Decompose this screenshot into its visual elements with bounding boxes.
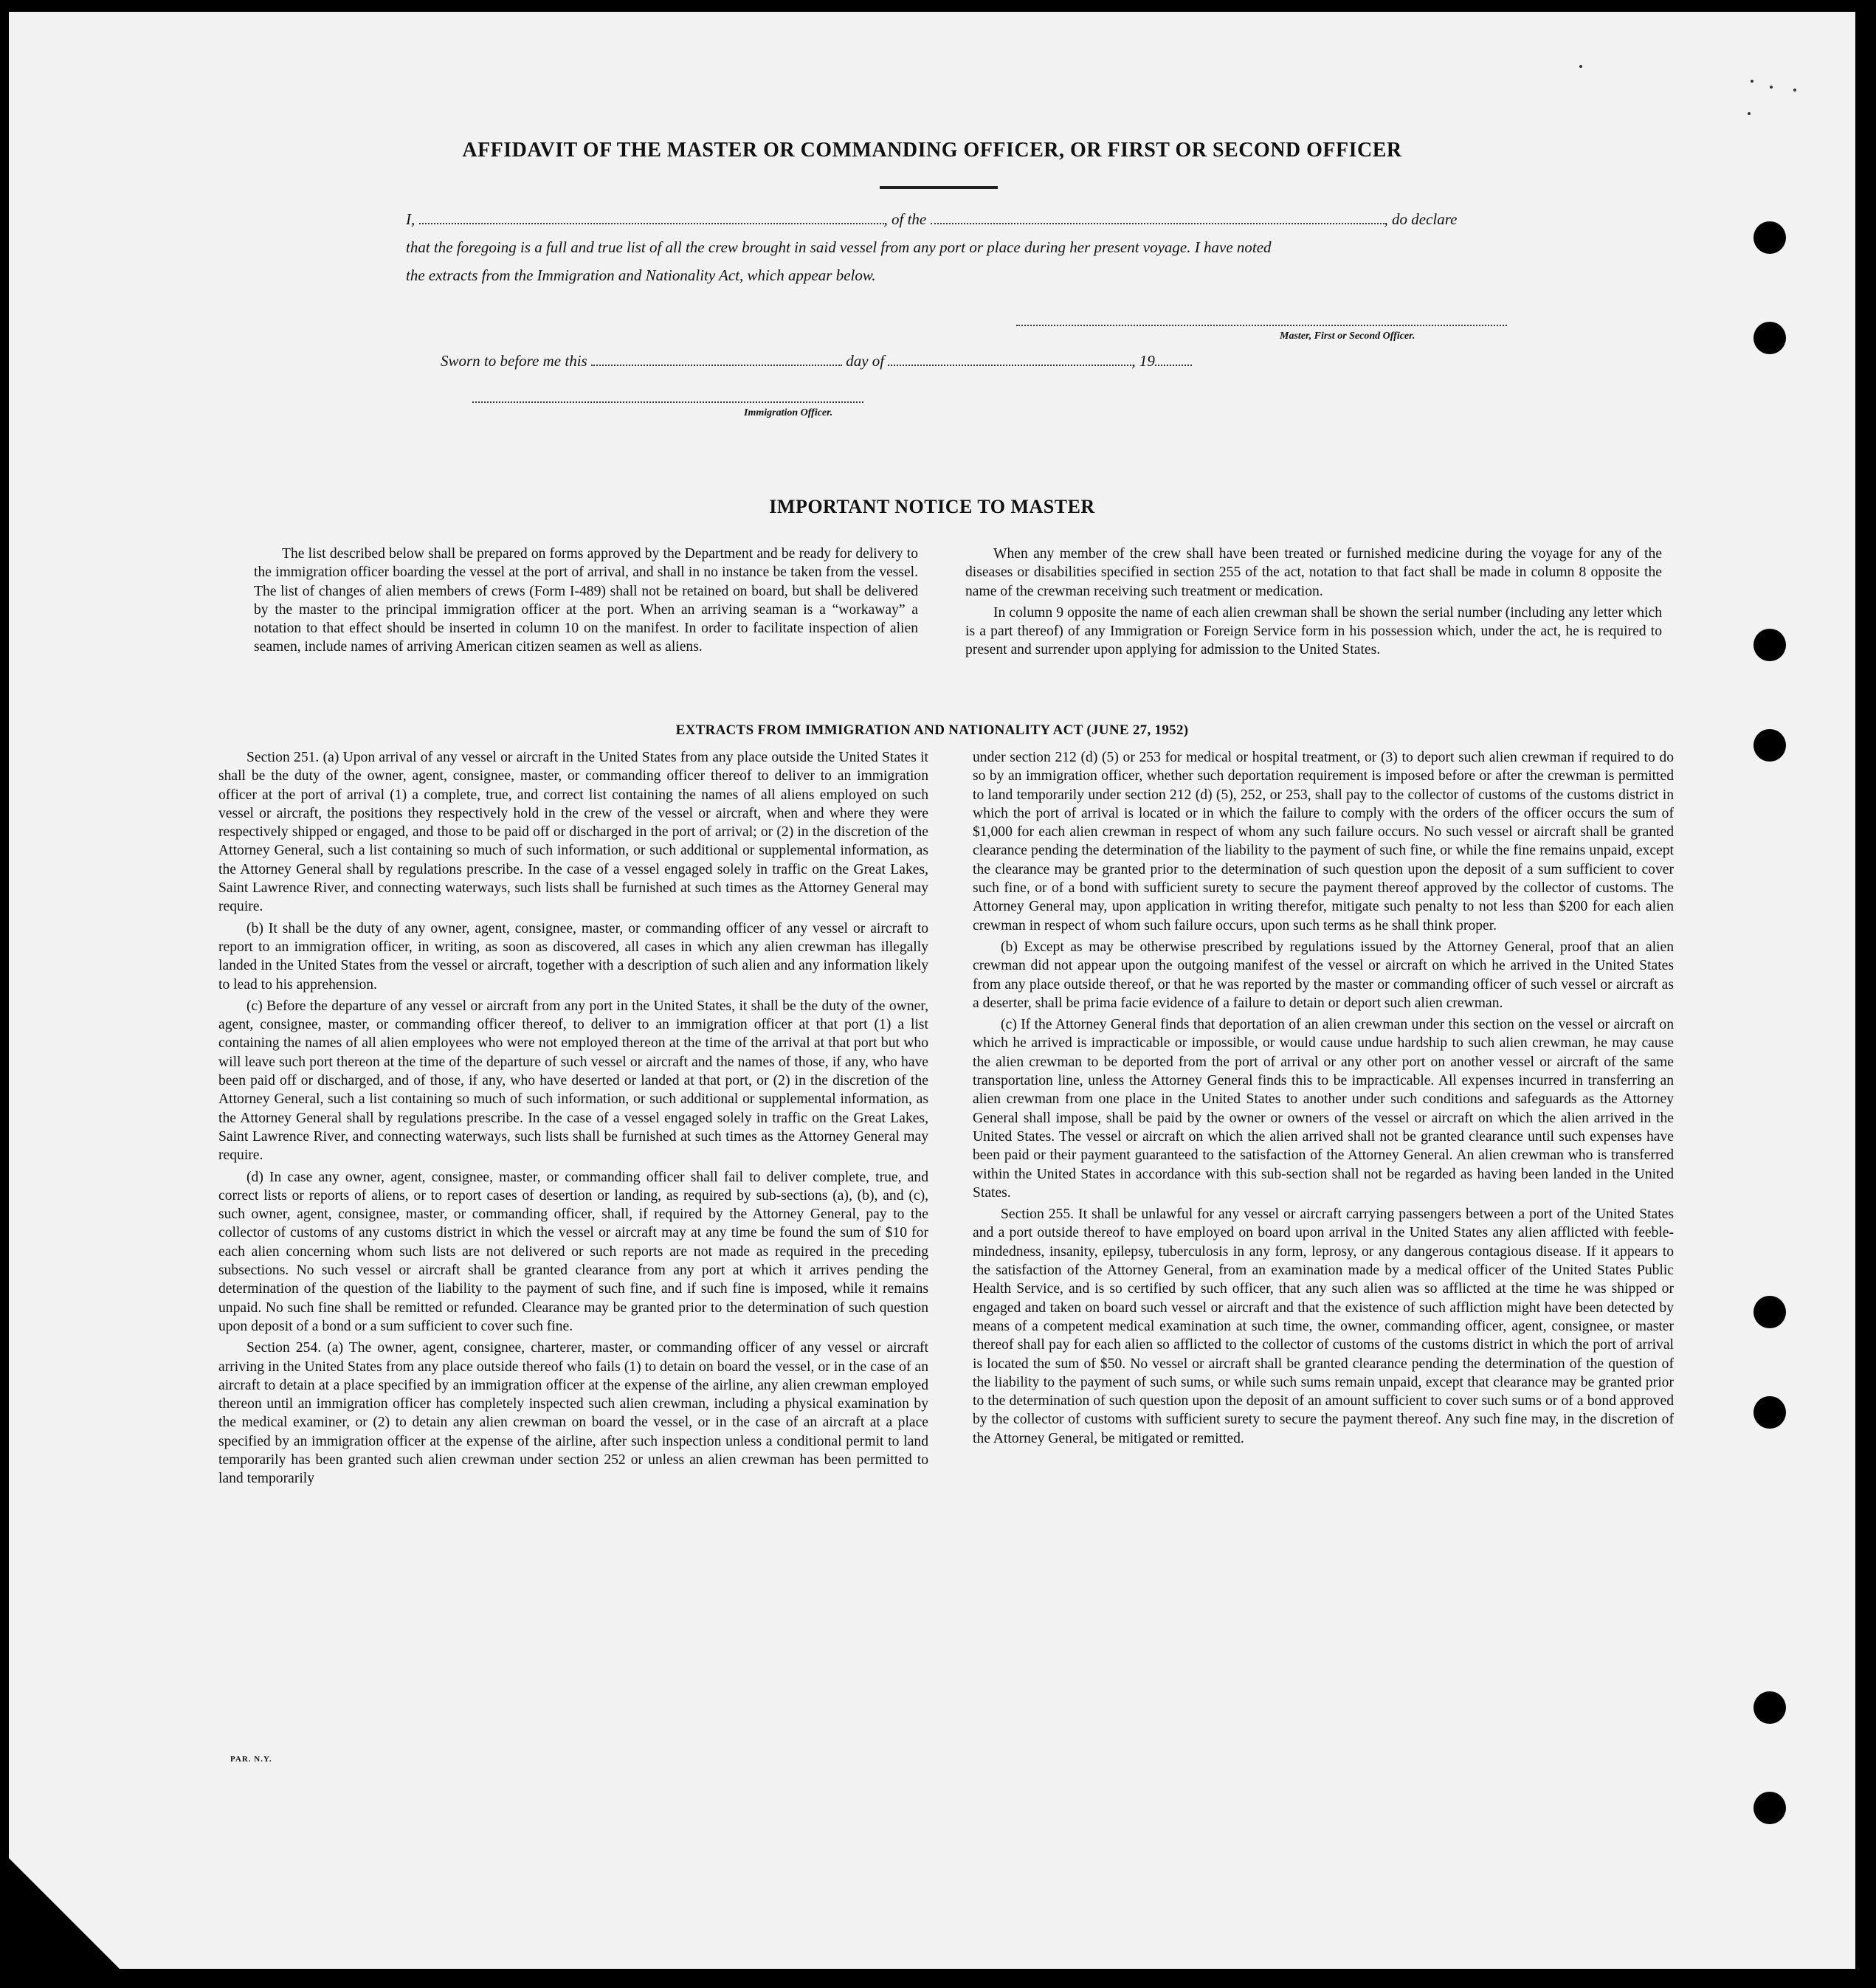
document-page	[9, 12, 1855, 1969]
punch-hole	[1753, 221, 1786, 254]
speck	[1748, 112, 1751, 115]
extract-paragraph: Section 254. (a) The owner, agent, consignee, charterer, master, or commanding officer of any vessel or aircraft arriving in the United States from any place outside thereof who fails (1) to detain on board the vessel, or in the case of an aircraft to detain at a place specified by an immigration officer at the expense of the airline, any alien crewman employed thereon until an immigration officer has completely inspected such alien crewman, including a physical examination by the medical examiner, or (2) to detain any alien crewman on board the vessel, or in the case of an aircraft at a place specified by an immigration officer at the expense of the airline, after such inspection unless a conditional permit to land temporarily has been granted such alien crewman under section 252 or unless an alien crewman has been permitted to land temporarily	[218, 1340, 928, 1487]
punch-hole	[1753, 1396, 1786, 1429]
notice-right-paragraph-2: In column 9 opposite the name of each alien crewman shall be shown the serial number (including any letter which is a part thereof) of any Immigration or Foreign Service form in his possession which, under the act, he is required to present and surrender upon applying for admission to the United States.	[965, 604, 1662, 658]
name-field[interactable]	[419, 211, 884, 224]
extracts-right-column	[973, 748, 1674, 1451]
sworn-month-field[interactable]	[888, 353, 1131, 366]
affidavit-line-3: the extracts from the Immigration and Nationality Act, which appear below.	[406, 266, 876, 284]
speck	[1770, 86, 1773, 89]
extract-paragraph: Section 255. It shall be unlawful for any vessel or aircraft carrying passengers between a port of the United States and a port outside thereof to have employed on board upon arrival in the United States any alien afflicted with feeble-mindedness, insanity, epilepsy, tuberculosis in any form, leprosy, or any dangerous contagious disease. If it appears to the satisfaction of the Attorney General, from an examination made by a medical officer of the United States Public Health Service, and is so certified by such officer, that any such alien was so afflicted at the time he was shipped or engaged and taken on board such vessel or aircraft and that the existence of such affliction might have been detected by means of a competent medical examination at such time, the owner, commanding officer, agent, consignee, or master thereof shall pay for each alien so afflicted to the collector of customs of the customs district in which the port of arrival is located the sum of $50. No vessel or aircraft shall be granted clearance pending the determination of the question of the liability to the payment of such sums, or while such sums remain unpaid, except that clearance may be granted prior to the determination of such question upon the deposit of an amount sufficient to cover such sums or of a bond approved by the collector of customs with sufficient surety to secure the payment thereof. Any such fine may, in the discretion of the Attorney General, be mitigated or remitted.	[973, 1207, 1674, 1446]
officer-signature-line[interactable]	[472, 401, 863, 403]
sworn-line	[441, 351, 1192, 370]
title-rule	[880, 186, 998, 189]
notice-right-column	[965, 545, 1662, 663]
extracts-left-column	[218, 748, 928, 1491]
punch-hole	[1753, 322, 1786, 354]
speck	[1751, 80, 1753, 83]
extract-paragraph: (d) In case any owner, agent, consignee, master, or commanding officer shall fail to deliver complete, true, and correct lists or reports of aliens, or to report cases of desertion or landing, as required by sub-sections (a), (b), and (c), such owner, agent, consignee, master, or commanding officer, shall, if required by the Attorney General, pay to the collector of customs of any customs district in which the vessel or aircraft may at any time be found the sum of $10 for each alien concerning whom such lists are not delivered or such reports are not made as required in the preceding subsections. No such vessel or aircraft shall be granted clearance from any port at which it arrives pending the determination of the question of the liability to the payment of such fine, and if such fine is imposed, while it remains unpaid. No such fine shall be remitted or refunded. Clearance may be granted prior to the determination of such question upon deposit of a bond or a sum sufficient to cover such fine.	[218, 1169, 928, 1334]
sworn-year-field[interactable]	[1155, 353, 1192, 366]
punch-hole	[1753, 1792, 1786, 1824]
extract-paragraph: (c) Before the departure of any vessel or aircraft from any port in the United States, it shall be the duty of the owner, agent, consignee, master, or commanding officer thereof, to deliver to an immigration officer at that port (1) a list containing the names of all alien employees who were not employed thereon at the time of the arrival at that port but who will leave such port thereon at the time of the departure of such vessel or aircraft and the names of those, if any, who have been paid off or discharged, and of those, if any, who have deserted or landed at that port, or (2) in the discretion of the Attorney General, such a list containing so much of such information, or such additional or supplemental information, as the Attorney General shall by regulations prescribe. In the case of a vessel engaged solely in traffic on the Great Lakes, Saint Lawrence River, and connecting waterways, such lists shall be furnished at such times as the Attorney General may require.	[218, 998, 928, 1164]
master-signature-label: Master, First or Second Officer.	[1280, 331, 1415, 342]
extract-paragraph: (c) If the Attorney General finds that deportation of an alien crewman under this section on the vessel or aircraft on which he arrived is impracticable or impossible, or would cause undue hardship to such alien crewman, he may cause the alien crewman to be deported from the port of arrival or any other port on another vessel or aircraft of the same transportation line, unless the Attorney General finds this to be impracticable. All expenses incurred in transferring an alien crewman from one place in the United States to another under such conditions and safeguards as the Attorney General shall impose, shall be paid by the owner or owners of the vessel or aircraft on which the alien arrived in the United States. The vessel or aircraft on which the alien arrived shall not be granted clearance until such expenses have been paid or their payment guaranteed to the satisfaction of the Attorney General. An alien crewman who is transferred within the United States in accordance with this sub-section shall not be regarded as having been landed in the United States.	[973, 1017, 1674, 1201]
sworn-label: Sworn to before me this	[441, 352, 587, 370]
notice-right-paragraph-1: When any member of the crew shall have been treated or furnished medicine during the voyage for any of the diseases or disabilities specified in section 255 of the act, notation to that fact shall be made in column 8 opposite the name of the crewman receiving such treatment or medication.	[965, 546, 1662, 599]
folded-corner	[9, 1858, 120, 1969]
punch-hole	[1753, 729, 1786, 762]
extracts-title: EXTRACTS FROM IMMIGRATION AND NATIONALITY ACT (JUNE 27, 1952)	[675, 722, 1189, 738]
extract-paragraph: (b) Except as may be otherwise prescribed by regulations issued by the Attorney General, proof that an alien crewman did not appear upon the outgoing manifest of the vessel or aircraft on which he arrived in the United States from any place outside thereof, or that he was reported by the master or commanding officer of such vessel or aircraft as a deserter, shall be prima facie evidence of a failure to detain or deport such alien crewman.	[973, 939, 1674, 1011]
year-label: , 19	[1131, 352, 1155, 370]
i-label: I,	[406, 210, 415, 228]
speck	[1579, 65, 1582, 68]
punch-hole	[1753, 1691, 1786, 1724]
extract-paragraph: under section 212 (d) (5) or 253 for medical or hospital treatment, or (3) to deport such alien crewman if required to do so by an immigration officer, whether such deportation requirement is imposed before or after the crewman is permitted to land temporarily under section 212 (d) (5), 252, or 253, shall pay to the collector of customs of the customs district in which the port of arrival is located or in which the failure to comply with the orders of the officer occurs the sum of $1,000 for each alien crewman in respect of whom any such failure occurs. No such vessel or aircraft shall be granted clearance pending the determination of the liability to the payment of such fine, or while the fine remains unpaid, except the clearance may be granted prior to the determination of such question upon the deposit of a sum sufficient to cover such fine, or of a bond with sufficient surety to secure the payment thereof approved by the collector of customs. The Attorney General may, upon application in writing therefor, mitigate such penalty to not less than $200 for each alien crewman in respect of whom such failure occurs, upon such terms as he shall think proper.	[973, 750, 1674, 933]
sworn-day-field[interactable]	[591, 353, 842, 366]
notice-title: IMPORTANT NOTICE TO MASTER	[769, 496, 1095, 517]
affidavit-declaration-line	[406, 210, 1457, 229]
notice-left-column	[254, 545, 918, 660]
notice-left-paragraph: The list described below shall be prepared on forms approved by the Department and be ready for delivery to the immigration officer boarding the vessel at the port of arrival, and shall in no instance be taken from the vessel. The list of changes of alien members of crews (Form I-489) shall not be retained on board, but shall be delivered by the master to the principal immigration officer at the port. When an arriving seaman is a “workaway” a notation to that effect should be inserted in column 10 on the manifest. In order to facilitate inspection of alien seamen, include names of arriving American citizen seamen as well as aliens.	[254, 546, 918, 655]
master-signature-line[interactable]	[1016, 325, 1507, 326]
do-declare-label: , do declare	[1384, 210, 1458, 228]
day-of-label: day of	[846, 352, 885, 370]
printer-mark: PAR. N.Y.	[230, 1755, 272, 1764]
officer-signature-label: Immigration Officer.	[744, 407, 833, 418]
affidavit-title: AFFIDAVIT OF THE MASTER OR COMMANDING OFFICER, OR FIRST OR SECOND OFFICER	[462, 139, 1402, 162]
affidavit-line-2: that the foregoing is a full and true list of all the crew brought in said vessel from any port or place during her present voyage. I have noted	[406, 238, 1272, 256]
extract-paragraph: Section 251. (a) Upon arrival of any vessel or aircraft in the United States from any place outside the United States it shall be the duty of the owner, agent, consignee, master, or commanding officer thereof to deliver to an immigration officer at the port of arrival (1) a complete, true, and correct list containing the names of all aliens employed on such vessel or aircraft, the positions they respectively hold in the crew of the vessel or aircraft, when and where they were respectively shipped or engaged, and those to be paid off or discharged in the port of arrival; or (2) in the discretion of the Attorney General, such a list containing so much of such information, or such additional or supplemental information, as the Attorney General shall by regulations prescribe. In the case of a vessel engaged solely in traffic on the Great Lakes, Saint Lawrence River, and connecting waterways, such lists shall be furnished at such times as the Attorney General may require.	[218, 750, 928, 915]
punch-hole	[1753, 629, 1786, 661]
speck	[1793, 89, 1796, 92]
extract-paragraph: (b) It shall be the duty of any owner, agent, consignee, master, or commanding officer of any vessel or aircraft to report to an immigration officer, in writing, as soon as discovered, all cases in which any alien crewman has illegally landed in the United States from the vessel or aircraft, together with a description of such alien and any information likely to lead to his apprehension.	[218, 920, 928, 993]
punch-hole	[1753, 1296, 1786, 1328]
vessel-field[interactable]	[931, 211, 1384, 224]
of-the-label: , of the	[883, 210, 927, 228]
